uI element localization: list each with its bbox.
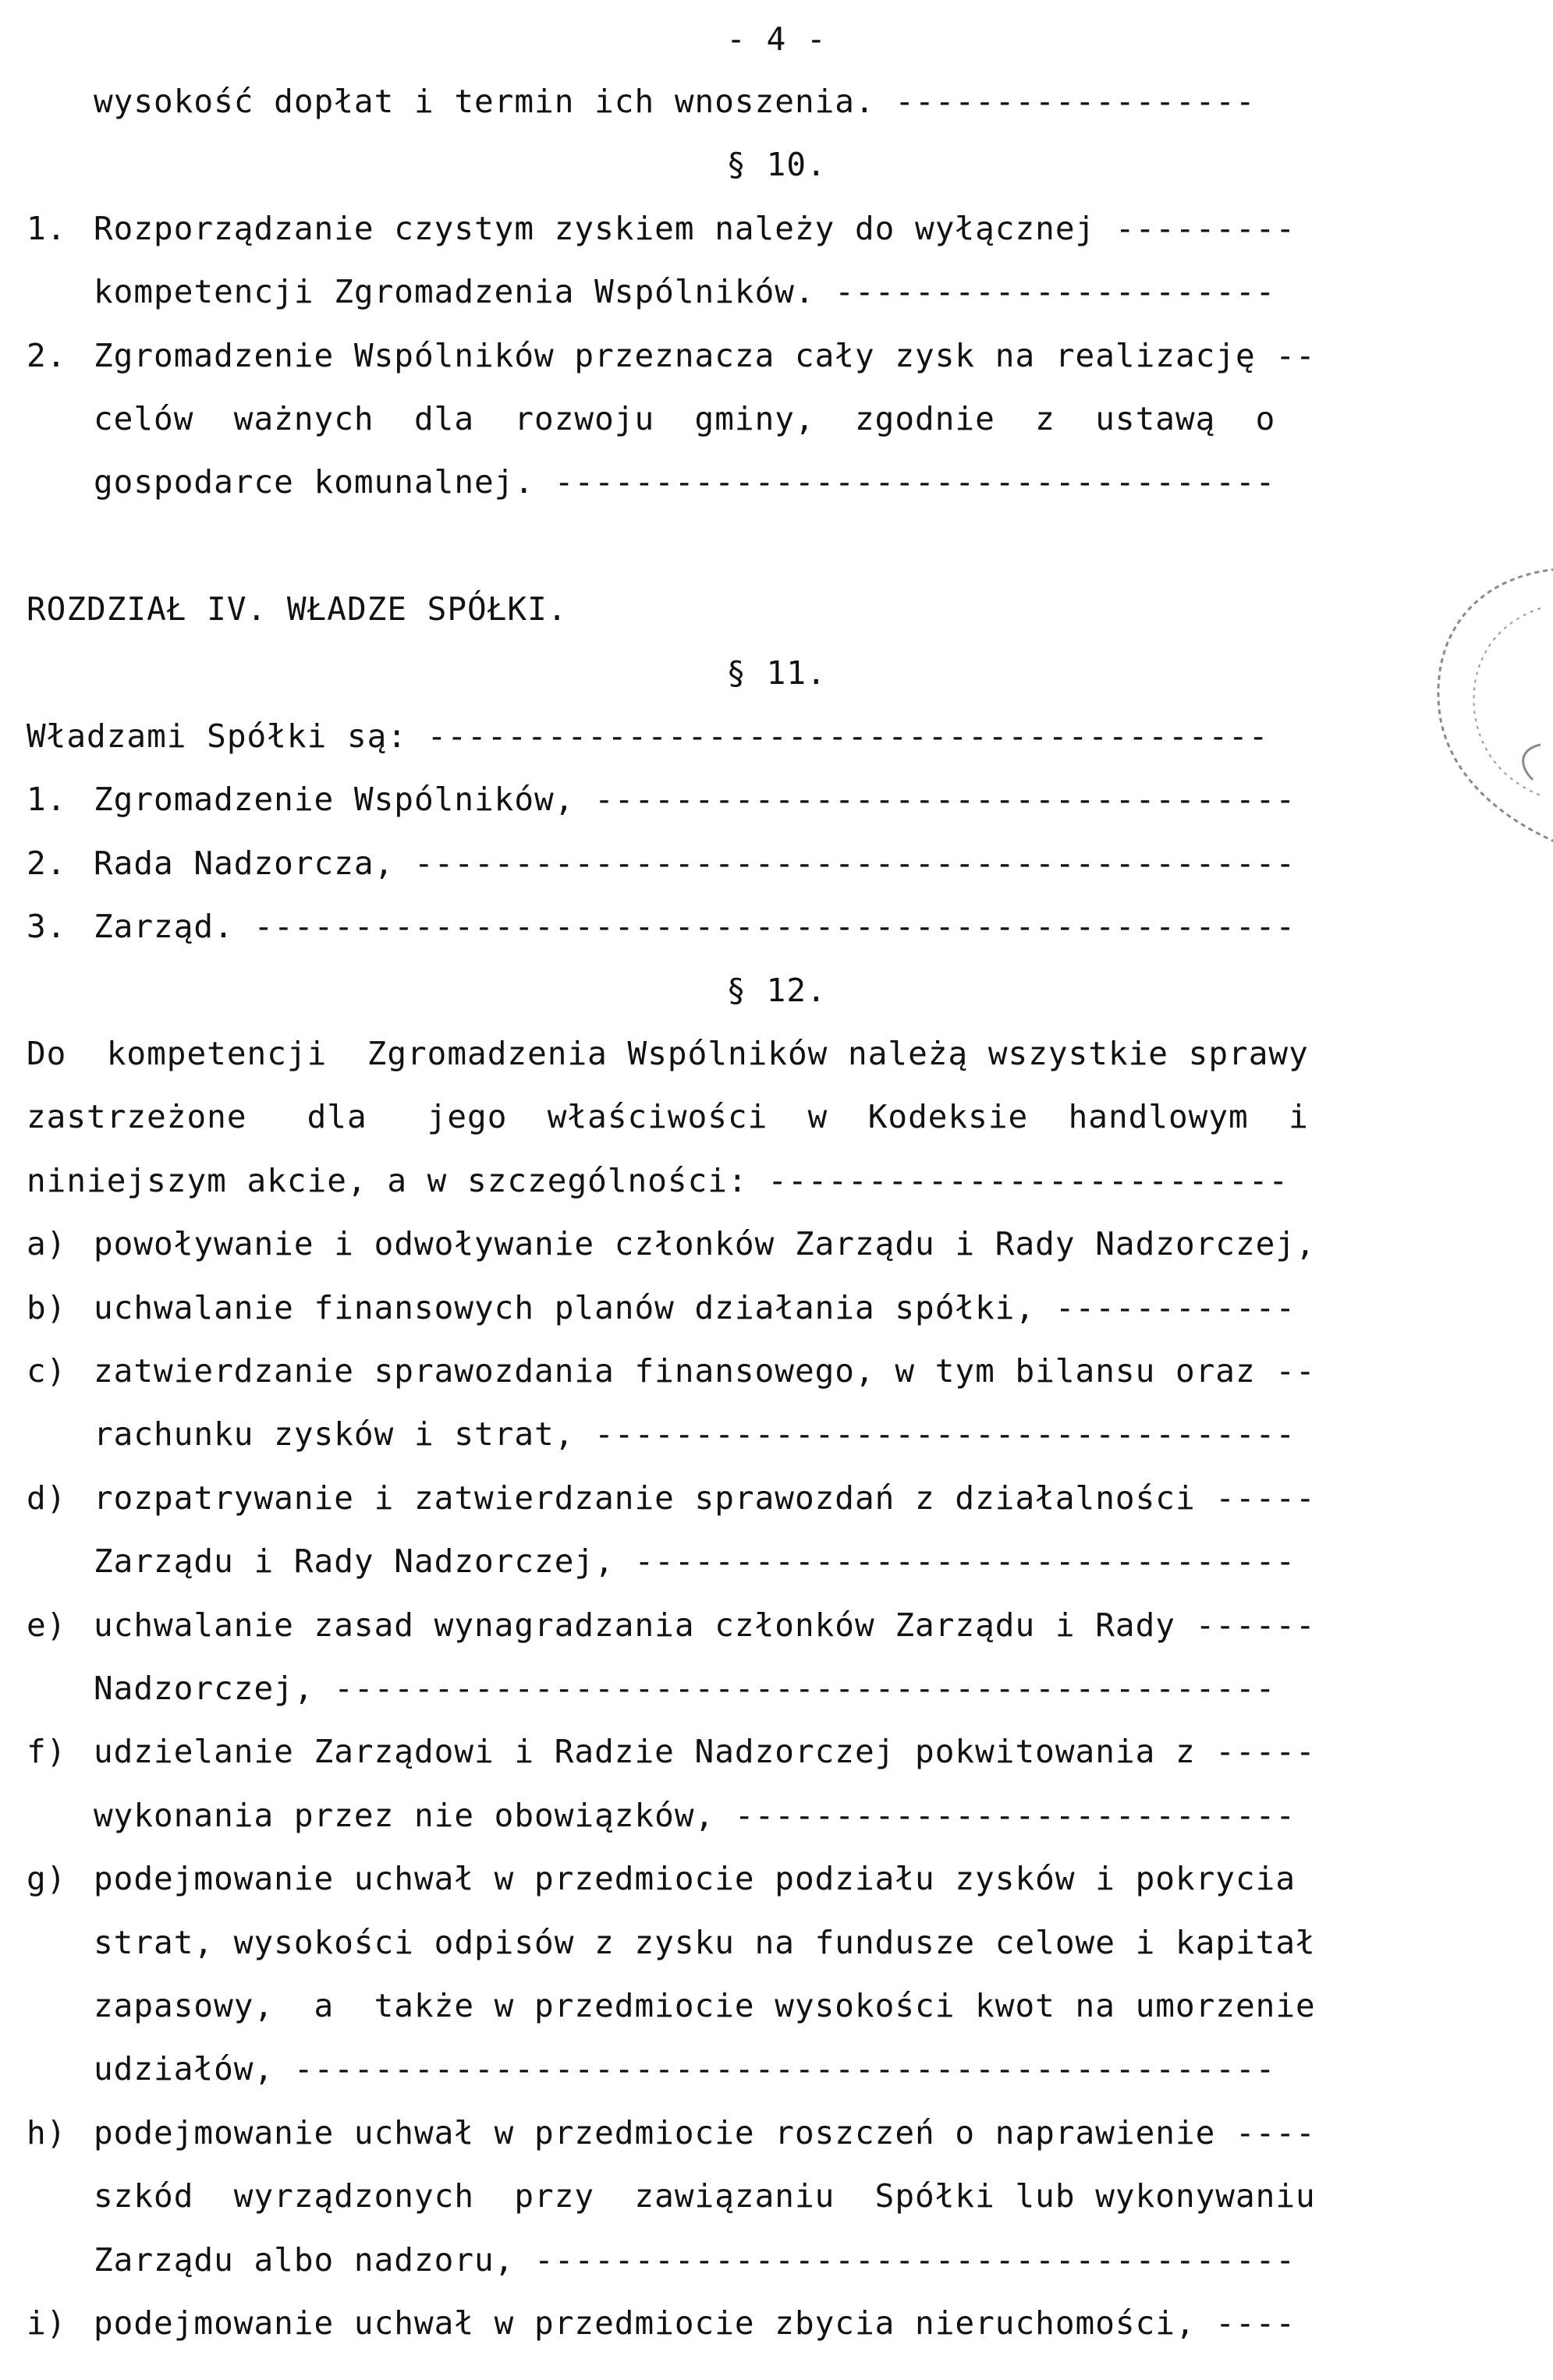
text-line: wykonania przez nie obowiązków, ---------------------------- (94, 1797, 1296, 1834)
list-item-text: zatwierdzanie sprawozdania finansowego, w tym bilansu oraz -- (94, 1352, 1316, 1390)
list-item (27, 2109, 1524, 2156)
section-heading: § 10. (726, 146, 827, 183)
text-line: rachunku zysków i strat, ----------------------------------- (94, 1415, 1296, 1453)
list-item (27, 1348, 1524, 1394)
list-item-text: podejmowanie uchwał w przedmiocie podziału zysków i pokrycia (94, 1860, 1296, 1897)
list-marker: d) (27, 1479, 67, 1517)
list-item-text: Zgromadzenie Wspólników przeznacza cały zysk na realizację -- (94, 337, 1316, 374)
list-marker: 2. (27, 337, 67, 374)
text-line: strat, wysokości odpisów z zysku na fundusze celowe i kapitał (94, 1924, 1316, 1961)
list-marker: 3. (27, 908, 67, 945)
list-marker: g) (27, 1860, 67, 1897)
text-line: wysokość dopłat i termin ich wnoszenia. ------------------ (94, 83, 1256, 120)
text-line: kompetencji Zgromadzenia Wspólników. ---------------------- (94, 273, 1276, 310)
text-line: Zarządu albo nadzoru, -------------------------------------- (94, 2241, 1296, 2279)
list-item (27, 1284, 1524, 1331)
official-stamp-mark (1385, 561, 1553, 858)
list-item-text: uchwalanie zasad wynagradzania członków Zarządu i Rady ------ (94, 1606, 1316, 1644)
text-line: szkód wyrządzonych przy zawiązaniu Spółki lub wykonywaniu (94, 2177, 1316, 2215)
list-item (27, 1602, 1524, 1649)
text-line: Zarządu i Rady Nadzorczej, --------------------------------- (94, 1542, 1296, 1580)
section-heading: § 12. (726, 972, 827, 1009)
list-item (27, 1220, 1524, 1267)
text-line: celów ważnych dla rozwoju gminy, zgodnie z ustawą o (94, 400, 1276, 437)
list-item-text: Rozporządzanie czystym zyskiem należy do wyłącznej --------- (94, 210, 1296, 247)
list-item (27, 332, 1524, 379)
list-item-text: rozpatrywanie i zatwierdzanie sprawozdań z działalności ----- (94, 1479, 1316, 1517)
text-line: Do kompetencji Zgromadzenia Wspólników należą wszystkie sprawy (27, 1035, 1309, 1072)
list-marker: b) (27, 1289, 67, 1326)
list-marker: 2. (27, 845, 67, 882)
list-item-text: podejmowanie uchwał w przedmiocie roszczeń o naprawienie ---- (94, 2114, 1316, 2152)
list-item (27, 776, 1524, 823)
text-line: zastrzeżone dla jego właściwości w Kodeksie handlowym i (27, 1098, 1309, 1135)
text-line: zapasowy, a także w przedmiocie wysokości kwot na umorzenie (94, 1987, 1316, 2024)
list-marker: h) (27, 2114, 67, 2152)
list-marker: i) (27, 2304, 67, 2342)
list-item-text: powoływanie i odwoływanie członków Zarządu i Rady Nadzorczej, (94, 1225, 1316, 1263)
list-item (27, 1728, 1524, 1775)
text-line: niniejszym akcie, a w szczególności: -------------------------- (27, 1162, 1289, 1199)
list-marker: 1. (27, 781, 67, 818)
list-item (27, 1475, 1524, 1521)
list-marker: c) (27, 1352, 67, 1390)
list-item (27, 205, 1524, 252)
list-item (27, 1855, 1524, 1902)
page-number: - 4 - (726, 20, 827, 58)
list-item-text: udzielanie Zarządowi i Radzie Nadzorczej pokwitowania z ----- (94, 1733, 1316, 1770)
list-marker: a) (27, 1225, 67, 1263)
text-line: ROZDZIAŁ IV. WŁADZE SPÓŁKI. (27, 590, 568, 628)
list-item (27, 2300, 1524, 2346)
list-item-text: Rada Nadzorcza, -------------------------------------------- (94, 845, 1296, 882)
text-line: udziałów, ------------------------------------------------- (94, 2050, 1276, 2088)
list-item-text: Zarząd. ---------------------------------------------------- (94, 908, 1296, 945)
section-heading: § 11. (726, 654, 827, 692)
list-marker: f) (27, 1733, 67, 1770)
blank-line (27, 522, 1524, 569)
list-item-text: uchwalanie finansowych planów działania spółki, ------------ (94, 1289, 1296, 1326)
list-item-text: podejmowanie uchwał w przedmiocie zbycia nieruchomości, ---- (94, 2304, 1296, 2342)
text-line: Nadzorczej, ----------------------------------------------- (94, 1670, 1276, 1707)
text-line: Władzami Spółki są: ------------------------------------------ (27, 717, 1269, 755)
list-marker: e) (27, 1606, 67, 1644)
text-line: gospodarce komunalnej. ------------------------------------ (94, 463, 1276, 501)
list-item-text: Zgromadzenie Wspólników, ----------------------------------- (94, 781, 1296, 818)
list-item (27, 903, 1524, 950)
list-marker: 1. (27, 210, 67, 247)
list-item (27, 840, 1524, 887)
